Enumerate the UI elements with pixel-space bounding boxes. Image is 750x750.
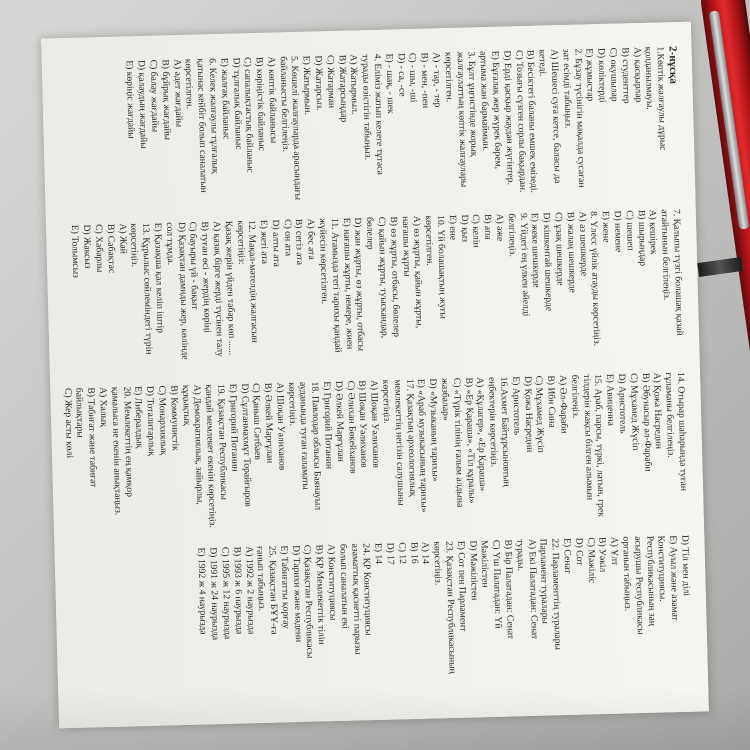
text-line: В) өз жұрты, отбасы, бөлелер: [387, 216, 402, 338]
text-line: А) кешірек: [647, 209, 660, 255]
text-line: органын табыңыз.: [620, 536, 634, 612]
text-line: D) Әлкей Марғұлан: [333, 380, 347, 463]
text-line: В) жалаң шешкерде: [564, 211, 578, 294]
text-line: А) көптік байланысы: [265, 56, 279, 144]
text-line: В) Әбунасыр әл-Фараби: [639, 372, 654, 472]
text-line: D) кішкентай шешкерде: [541, 212, 555, 312]
text-line: В) шырыңдар: [635, 209, 648, 267]
text-line: турады.: [514, 539, 527, 572]
columns: [42, 22, 709, 729]
text-line: Е) - шақ, - шек: [383, 53, 397, 114]
text-line: 6. Келек жалғаулы тұлғалық қатынас кейбіт болып саналатын көрсетілген.: [182, 58, 221, 193]
text-line: D) қалаудың жағдайы: [135, 59, 150, 149]
text-line: Е) Аристотель: [509, 376, 523, 436]
text-line: В) Ибн Сина: [545, 375, 558, 428]
text-line: Е) Либералдық: [132, 386, 146, 449]
text-line: А) қазақ бірге жерді түсінен талу: [210, 220, 226, 358]
text-line: А) - тар, - тер: [430, 52, 444, 108]
text-line: D) Сот: [573, 537, 585, 566]
text-line: А) өз жұрты, қайын жұрты, нағашы жұрты: [399, 215, 426, 329]
text-line: 7. Қалыпы түзгі болашақ қазай атайтынын белгілеңіз.: [658, 208, 686, 336]
text-line: 25. Қазақстан БҰҰ-ға: [266, 545, 280, 635]
text-line: ғанып табыңыз.: [254, 545, 268, 612]
text-line: Е) Григорий Потанин: [321, 381, 335, 470]
document-title: 2-нұсқа: [666, 45, 680, 84]
text-line: Е) Сот пен Парламент: [455, 540, 469, 632]
text-line: D) - са, -се: [395, 53, 408, 97]
text-line: С) шешеп: [623, 210, 636, 251]
text-line: Е) «Араб музыкасының тарихы»: [415, 378, 431, 513]
text-line: 1.Көптік жалғаулы дұрыс қолданылмауы.: [642, 46, 669, 151]
text-line: С) бауыры үй - бақыт: [187, 221, 201, 310]
text-line: В) Бесіктегі баланы емшек емізеді.: [524, 49, 540, 193]
text-line: А) Шоқан Уәлиханов: [274, 382, 288, 471]
text-line: С) сапалықтастық байланыс: [241, 57, 256, 173]
text-line: Парламент туралары: [537, 538, 552, 625]
text-line: А) Екі Палатадан: Сенат: [525, 538, 540, 640]
text-line: 4. Еліміз жатып келеге тұтаса турады өзістігін табыңыз.: [359, 53, 386, 175]
text-line: А) Конституциясы: [325, 544, 339, 621]
text-line: Қазақ жерін үйден табар көп ......: [222, 220, 238, 356]
text-line: D) қыз: [458, 214, 471, 243]
text-line: Е) 1992 ж 4 наурызда: [195, 547, 210, 635]
text-line: С) келін: [470, 214, 483, 248]
text-line: D) жан жұрты, өз жұрты, отбасы: [352, 217, 367, 352]
text-line: Е) Қазақша қал келіп іштір: [151, 222, 166, 334]
text-line: А) Шешесі суға кетсе, баласы да кетеді.: [536, 49, 564, 184]
text-line: Мәжілістен: [478, 540, 492, 588]
text-line: Е) жұмыстар: [583, 48, 597, 102]
text-line: С) балау жағдайы: [147, 59, 161, 133]
text-line: Е) Табиғатты қорғау: [278, 545, 292, 629]
text-line: А) Демократиялық, зайырлы, құқықтық: [179, 384, 206, 505]
text-line: С) қайын жұрты, туыскандар, бөлелер: [364, 216, 391, 339]
text-line: А) Әл-Фараби: [557, 374, 570, 434]
text-line: 23. Қазақстан Республикасының көрсетіңіз.: [431, 540, 458, 674]
pen-band: [697, 257, 743, 277]
text-line: 20. Мемлекеттің ең қамқор қамалыса не екенін анықтаңыз.: [108, 386, 135, 516]
text-line: С) он ата: [281, 219, 294, 257]
text-line: D) Қожа Насредин: [521, 375, 535, 453]
text-column-2: [57, 209, 686, 370]
text-line: болып саналатын екі: [337, 543, 351, 629]
text-line: В) сегіз ата: [293, 218, 306, 266]
text-line: D) 1991 ж 24 наурызда: [207, 547, 222, 641]
text-line: С) ұзақ шешкерде: [552, 212, 566, 286]
text-line: С) Мұхамед Жүсіп: [533, 375, 547, 454]
text-line: Е) Григорий Потанин: [226, 383, 241, 472]
red-pen: [640, 0, 750, 750]
text-line: В) - мен, -пен: [418, 52, 432, 109]
text-line: А) Жай: [116, 223, 129, 254]
test-sheet: [41, 22, 709, 729]
text-line: D) Қазақтан дамиды жер, көлінде сол тұмда.: [163, 221, 191, 360]
text-line: С) Мәжіліс: [584, 537, 598, 584]
text-line: Е) 14: [372, 542, 385, 565]
text-line: Республикасының заң: [643, 535, 658, 627]
text-line: Конституциясы.: [655, 535, 669, 602]
text-line: А) 14: [419, 541, 432, 565]
text-line: 8. Үлесс үйлік атауды көрсетіңіз.: [588, 211, 603, 347]
text-line: 9. Үйдегі ең үлкен әйелді белгілеңіз.: [505, 212, 532, 317]
text-line: 17. Қазақтың археологиялық мемлекеттің негізін салушыны көрсетіңіз.: [380, 378, 418, 506]
text-line: D) көліктерді: [595, 47, 609, 103]
text-line: Е) Ауыл және азамат: [667, 535, 681, 621]
text-line: 2. Бұзау түсінігін мақалда сусаған зат есімді табыңыз.: [560, 48, 587, 188]
text-line: В) Табиғат және табиғат байлықтары: [73, 387, 99, 488]
text-line: А) қасқырлар: [631, 46, 644, 103]
text-line: Е) жеке шешкерде: [529, 212, 543, 288]
text-line: D) Жатарсыз.: [312, 55, 326, 111]
text-line: 24. ҚР Конституциясы: [360, 543, 375, 636]
text-line: А) «Құлагер», «Ер Қараша»: [474, 377, 489, 492]
text-line: С) оқушылар: [607, 47, 620, 102]
text-line: 18. Павлодар облысы Баянауыл ауданында туған ғаламаты көрсетіңіз.: [285, 381, 324, 511]
text-line: D) Аристотель: [616, 373, 629, 434]
text-line: 13. Құрылыс сөйлеміндегі түрін көрсетіңіз.: [128, 222, 155, 355]
shadow: [0, 690, 750, 750]
text-line: D) Тіл мен ділі: [679, 534, 692, 597]
text-line: С) Монархиялық: [156, 385, 169, 456]
text-line: С) Қазақстан Республикасы: [301, 544, 316, 659]
text-line: С) - шы, -ші: [407, 52, 420, 103]
text-line: В) Әлкей Марғұлан: [262, 382, 276, 464]
text-line: В) Уәкіл: [596, 536, 609, 573]
text-line: асырушы Республикасы: [632, 536, 646, 635]
text-line: 3. Бұлт ұңғистінде жорық жалғаулаттың көптік жалғаулары көрсетілген.: [442, 51, 480, 188]
text-line: А) әдет жағдайы: [171, 58, 184, 128]
text-line: В) Жатарсыңдар: [336, 54, 350, 123]
text-line: Е) жалғақ байланыс: [218, 57, 232, 140]
text-line: Е) Авиценна: [604, 373, 617, 426]
text-line: D) Тоталитарлық: [144, 385, 158, 457]
text-line: D) Сұлтанмахмұт Торайғыров: [238, 383, 253, 507]
text-line: Е) Сенат: [561, 537, 574, 574]
text-line: D) «Музыканың тарихы»: [427, 378, 442, 482]
text-line: А) әже: [493, 213, 506, 242]
text-line: А) Халық: [97, 386, 110, 427]
text-line: В) Шоқан Уәлиханов: [356, 380, 370, 468]
text-line: В) Коммунистік: [167, 385, 181, 451]
text-line: В) 16: [408, 541, 420, 564]
text-line: В) Сабақтас: [104, 223, 117, 274]
text-line: В) Бір Палатадан: Сенат: [502, 539, 517, 640]
text-line: В) ҚР Мемлекеттік тілін: [313, 544, 328, 645]
text-line: А) Қожа Насредин: [651, 372, 665, 450]
text-line: Е) жеті ата: [258, 219, 271, 265]
text-line: 11. Атамызда тегі тарихы қандай жүйесін көрсетілген.: [316, 217, 344, 353]
text-line: 5. Көшелі жалғауларда арасындағы байланысты белгілеңіз.: [277, 55, 304, 201]
text-line: В) апа: [482, 213, 494, 240]
text-line: D) алты ата: [269, 219, 283, 267]
text-line: 22. Парламенттің туралары: [549, 538, 564, 651]
text-line: 16.Ахмет Байтұрсыновтың еңбектерін көрсетіңіз.: [486, 376, 513, 487]
text-column-4: [65, 535, 694, 696]
text-line: 19. Қазақстан Республикасы қандай мемлекет екенін көрсетіңіз.: [203, 383, 230, 528]
text-line: С) Үш Палатадан: Үй: [490, 539, 504, 629]
text-line: 14. Отырар шаһарында туған ғұламаны белгілеңіз.: [663, 371, 690, 492]
text-line: 15. Араб, парсы, түркі, латын, грек тілдерін жақсы білген алымын белгілеңіз.: [568, 374, 608, 517]
text-line: А) аз шешкерде: [576, 211, 590, 277]
text-line: D) 17: [384, 542, 397, 565]
text-line: Е) нағашы жұрты, немере, жиен: [340, 217, 356, 350]
text-line: азаматтық қасиетті парызы: [349, 543, 364, 655]
text-line: А) Жатырмыл.: [348, 54, 361, 115]
text-line: D) Тарихи және мәдени: [290, 544, 304, 643]
text-line: С) Әлихан Бөкейханов: [344, 380, 359, 474]
text-line: D) Мәжілістен: [467, 540, 480, 601]
text-line: Е) жене: [600, 210, 612, 243]
text-line: С) «Түрік тілінің ғалым алдына жазбалар»: [439, 377, 466, 508]
text-line: D) Жаксыз: [81, 224, 94, 269]
text-line: С) 1995 ж 12 наурызда: [219, 546, 233, 640]
text-line: В) 1993 ж 6 наурызда: [231, 546, 245, 635]
text-line: В) туған өсі - жердің көріңі: [199, 221, 213, 334]
text-line: Е) Жатырмын.: [300, 55, 314, 115]
text-line: D) тұлғалық байланыс: [230, 57, 244, 150]
text-line: А) Шоқан Уәлиханов: [368, 379, 382, 468]
text-line: С) Қаныш Сәтбаев: [250, 382, 264, 461]
text-line: Е) Бұғалақ жер жүрек бәрем, артыма жан бармаймын.: [477, 50, 504, 170]
text-column-1: [52, 46, 681, 207]
text-line: С) Хабарлы: [92, 224, 106, 273]
text-line: В) көріңістік байланыс: [253, 56, 268, 152]
text-line: 12. Мақал-мәтелдің жалғасын көрсетіңіз:: [234, 220, 261, 343]
text-line: Е) көріңіс жағдайы: [124, 60, 138, 139]
text-line: С) Тозығы сүзген сорлы бақырдан.: [513, 49, 528, 193]
text-line: Е) Толымсыз: [69, 224, 82, 278]
text-line: С) Жер асты көлі: [61, 387, 75, 459]
text-line: D) немене: [611, 210, 624, 253]
text-line: D) Ерді қасқыр жаудан жүгінтер.: [501, 50, 516, 186]
text-line: А) бес ата: [305, 218, 318, 260]
text-line: С) 12: [396, 542, 408, 565]
text-line: Е) ене: [446, 214, 459, 241]
text-line: С) Мұхамед Жүсіп: [627, 373, 641, 451]
text-line: В) студенттер: [619, 47, 632, 104]
text-line: С) Жатарман: [324, 54, 337, 109]
text-line: А) 1992 ж 2 наурызда: [242, 546, 257, 635]
text-line: В) бұйрық жағдайы: [159, 59, 173, 141]
text-line: 10. Үй болашақтың жуғы көрсетілген.: [423, 215, 449, 320]
text-column-3: [61, 372, 690, 533]
text-line: В) «Ер Қараша», «Тіл құралы»: [462, 377, 478, 504]
text-line: А) Ұлт: [608, 536, 621, 566]
